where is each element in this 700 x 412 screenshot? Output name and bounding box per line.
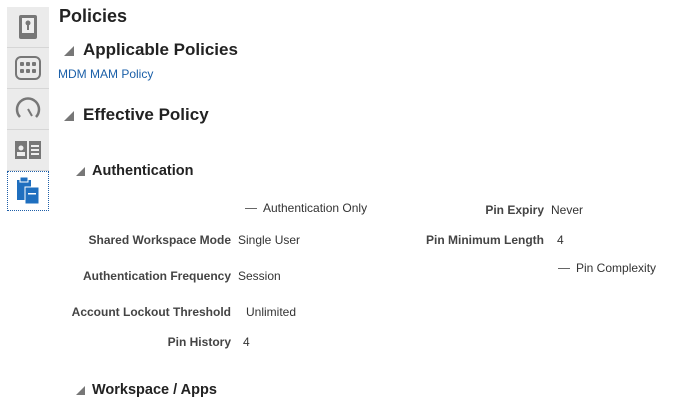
shared-workspace-label: Shared Workspace Mode xyxy=(88,233,231,247)
lockout-threshold-value: Unlimited xyxy=(246,305,297,319)
pin-min-length-value: 4 xyxy=(557,233,564,247)
sidebar-tab-contact[interactable] xyxy=(7,130,49,171)
policy-link[interactable]: MDM MAM Policy xyxy=(58,67,154,81)
auth-only-text: Authentication Only xyxy=(263,201,368,215)
pin-history-value: 4 xyxy=(243,335,250,349)
gauge-icon xyxy=(15,97,41,121)
pin-min-length-label: Pin Minimum Length xyxy=(426,233,544,247)
auth-frequency-label: Authentication Frequency xyxy=(82,269,231,283)
contact-card-icon xyxy=(15,141,41,159)
section-applicable-policies[interactable]: Applicable Policies xyxy=(83,40,238,59)
sidebar-tab-apps[interactable] xyxy=(7,48,49,89)
pin-expiry-label: Pin Expiry xyxy=(485,203,544,217)
auth-frequency-value: Session xyxy=(238,269,281,283)
sidebar-tab-policies[interactable] xyxy=(7,171,49,211)
auth-only-item xyxy=(245,201,367,215)
lockout-threshold-label: Account Lockout Threshold xyxy=(71,305,231,319)
pin-history-label: Pin History xyxy=(167,335,231,349)
page-title: Policies xyxy=(59,6,128,26)
pin-complexity-item xyxy=(558,261,656,275)
collapse-triangle-icon[interactable] xyxy=(76,167,85,176)
section-workspace-apps[interactable]: Workspace / Apps xyxy=(92,382,217,398)
pin-complexity-text: Pin Complexity xyxy=(576,261,657,275)
apps-grid-icon xyxy=(15,56,41,80)
collapse-triangle-icon[interactable] xyxy=(64,46,74,56)
section-effective-policy[interactable]: Effective Policy xyxy=(83,105,209,124)
sidebar-tab-device[interactable] xyxy=(7,7,49,48)
section-authentication[interactable]: Authentication xyxy=(92,163,194,179)
shared-workspace-value: Single User xyxy=(238,233,301,247)
pin-expiry-value: Never xyxy=(551,203,584,217)
sidebar-tab-gauge[interactable] xyxy=(7,89,49,130)
mobile-device-icon xyxy=(18,14,38,40)
clipboard-policy-icon xyxy=(16,177,40,205)
collapse-triangle-icon[interactable] xyxy=(64,111,74,121)
collapse-triangle-icon[interactable] xyxy=(76,386,85,395)
